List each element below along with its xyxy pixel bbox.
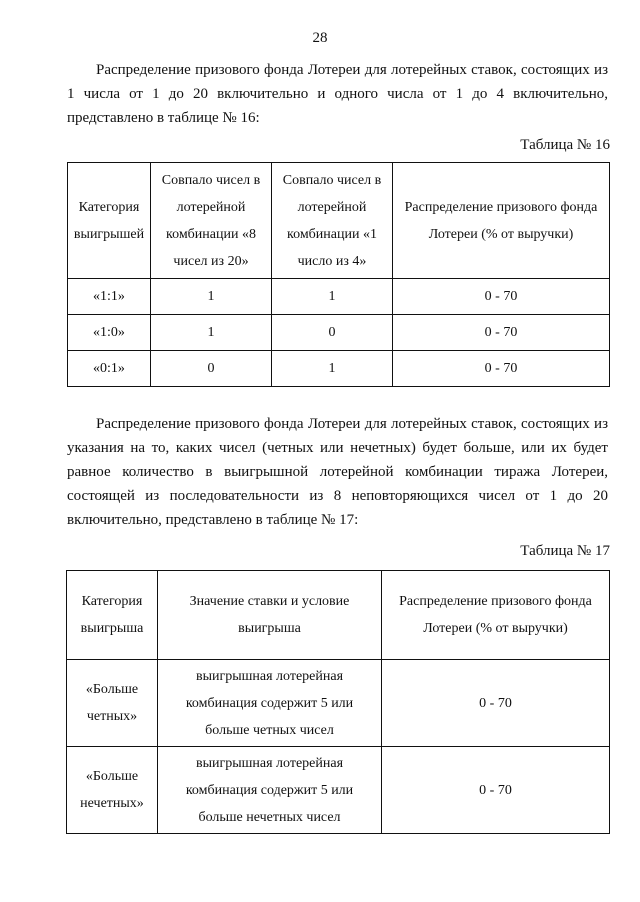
table-header-row <box>67 571 610 660</box>
cell-category: «1:0» <box>68 315 151 351</box>
cell-prize-distribution: 0 - 70 <box>393 279 610 315</box>
table-row <box>68 315 610 351</box>
cell-prize-distribution: 0 - 70 <box>382 747 610 834</box>
page-number: 28 <box>312 30 328 46</box>
cell-match-1-of-4: 0 <box>272 315 393 351</box>
cell-category: «Больше нечетных» <box>67 747 158 834</box>
table-row <box>67 747 610 834</box>
cell-prize-distribution: 0 - 70 <box>382 660 610 747</box>
header-category: Категория выигрыша <box>67 571 158 660</box>
cell-bet-condition: выигрышная лотерейная комбинация содержит 5 или больше нечетных чисел <box>158 747 382 834</box>
table-row <box>67 660 610 747</box>
cell-bet-condition: выигрышная лотерейная комбинация содержит 5 или больше четных чисел <box>158 660 382 747</box>
cell-match-8-of-20: 0 <box>151 351 272 387</box>
cell-match-8-of-20: 1 <box>151 279 272 315</box>
table-17-caption: Таблица № 17 <box>520 543 610 559</box>
cell-match-1-of-4: 1 <box>272 351 393 387</box>
header-prize-distribution: Распределение призового фонда Лотереи (% от выручки) <box>382 571 610 660</box>
table-16-caption: Таблица № 16 <box>520 137 610 153</box>
cell-category: «1:1» <box>68 279 151 315</box>
table-row <box>68 351 610 387</box>
table-16 <box>67 162 610 387</box>
table-header-row <box>68 163 610 279</box>
paragraph-table-16-intro: Распределение призового фонда Лотереи для лотерейных ставок, состоящих из 1 числа от 1 до 20 включительно и одного числа от 1 до 4 включительно, представлено в таблице № 16: <box>67 62 608 126</box>
header-category: Категория выигрышей <box>68 163 151 279</box>
header-match-8-of-20: Совпало чисел в лотерейной комбинации «8 чисел из 20» <box>151 163 272 279</box>
cell-category: «Больше четных» <box>67 660 158 747</box>
header-bet-condition: Значение ставки и условие выигрыша <box>158 571 382 660</box>
cell-category: «0:1» <box>68 351 151 387</box>
header-match-1-of-4: Совпало чисел в лотерейной комбинации «1 число из 4» <box>272 163 393 279</box>
table-row <box>68 279 610 315</box>
paragraph-table-17-intro: Распределение призового фонда Лотереи для лотерейных ставок, состоящих из указания на то, каких чисел (четных или нечетных) будет больше, или их будет равное количество в выигрышной лотерейной комбинации тиража Лотереи, состоящей из последовательности из 8 неповторяющихся чисел от 1 до 20 включительно, представлено в таблице № 17: <box>67 416 608 528</box>
table-17 <box>66 570 610 834</box>
cell-prize-distribution: 0 - 70 <box>393 315 610 351</box>
cell-prize-distribution: 0 - 70 <box>393 351 610 387</box>
header-prize-distribution: Распределение призового фонда Лотереи (% от выручки) <box>393 163 610 279</box>
cell-match-8-of-20: 1 <box>151 315 272 351</box>
cell-match-1-of-4: 1 <box>272 279 393 315</box>
